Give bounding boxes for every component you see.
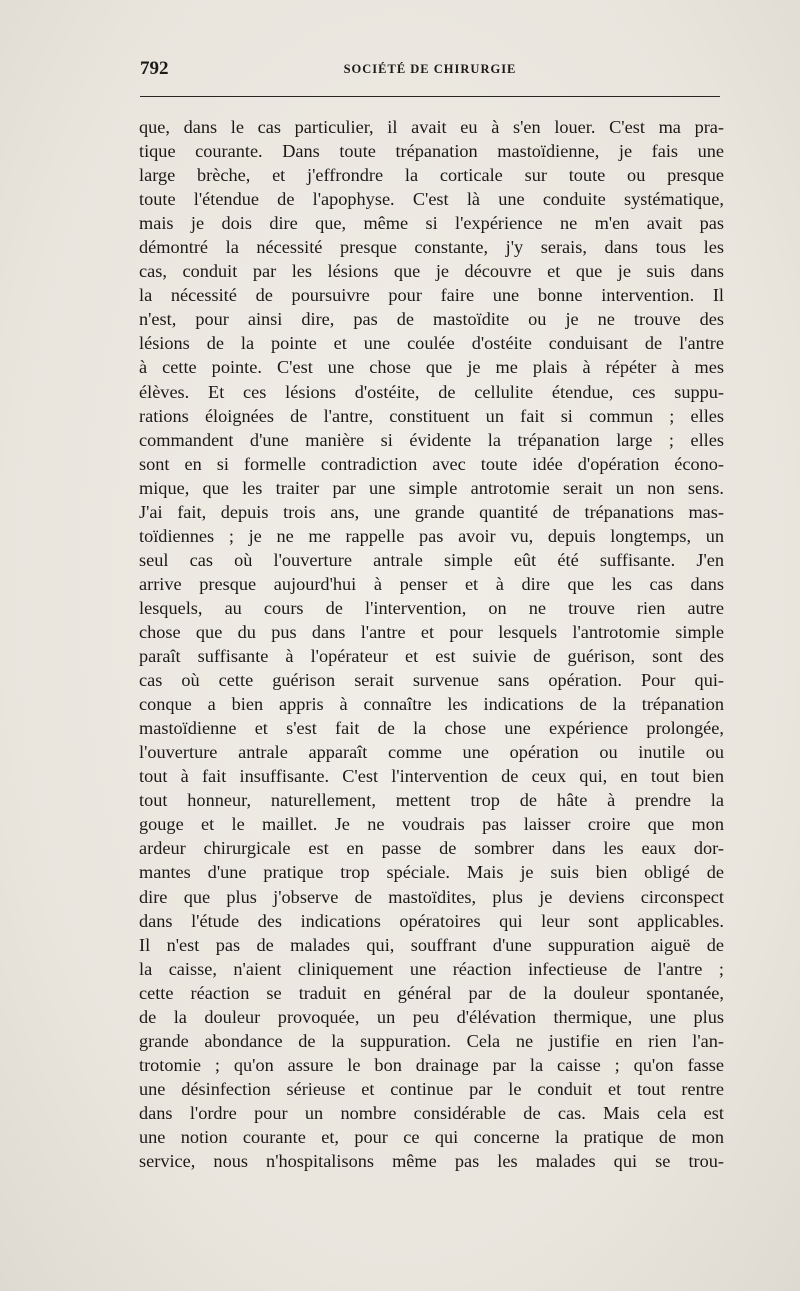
header-rule [140,96,720,97]
text-line: lésions de la pointe et une coulée d'ostéite conduisant de l'antre [139,333,724,354]
text-line: gouge et le maillet. Je ne voudrais pas laisser croire que mon [139,814,724,835]
running-title: SOCIÉTÉ DE CHIRURGIE [343,62,517,76]
text-line: que, dans le cas particulier, il avait eu à s'en louer. C'est ma pra- [139,117,724,137]
text-line: seul cas où l'ouverture antrale simple eût été suffisante. J'en [139,549,724,570]
body-text [139,115,724,1173]
text-line: tout honneur, naturellement, mettent trop de hâte à prendre la [139,790,724,811]
text-line: trotomie ; qu'on assure le bon drainage par la caisse ; qu'on fasse [139,1054,724,1075]
text-line: une notion courante et, pour ce qui concerne la pratique de mon [139,1126,724,1147]
text-line: cette réaction se traduit en général par de la douleur spontanée, [139,982,724,1003]
text-line: service, nous n'hospitalisons même pas les malades qui se trou- [139,1151,724,1172]
text-line: l'ouverture antrale apparaît comme une opération ou inutile ou [139,742,724,763]
text-line: arrive presque aujourd'hui à penser et à dire que les cas dans [139,573,724,594]
text-line: à cette pointe. C'est une chose que je me plais à répéter à mes [139,357,724,378]
text-line: toïdiennes ; je ne me rappelle pas avoir vu, depuis longtemps, un [139,525,724,546]
text-line: de la douleur provoquée, un peu d'élévation thermique, une plus [139,1006,724,1027]
text-line: élèves. Et ces lésions d'ostéite, de cellulite étendue, ces suppu- [139,381,724,402]
text-line: Il n'est pas de malades qui, souffrant d'une suppuration aiguë de [139,934,724,955]
text-line: conque a bien appris à connaître les indications de la trépanation [139,694,724,715]
text-line: tique courante. Dans toute trépanation mastoïdienne, je fais une [139,141,724,162]
text-line: grande abondance de la suppuration. Cela ne justifie en rien l'an- [139,1030,724,1051]
text-line: dans l'étude des indications opératoires qui leur sont applicables. [139,910,724,931]
text-line: ardeur chirurgicale est en passe de sombrer dans les eaux dor- [139,838,724,859]
text-line: la caisse, n'aient cliniquement une réaction infectieuse de l'antre ; [139,958,724,979]
text-line: large brèche, et j'effrondre la corticale sur toute ou presque [139,165,724,186]
text-line: dans l'ordre pour un nombre considérable de cas. Mais cela est [139,1102,724,1123]
text-line: n'est, pour ainsi dire, pas de mastoïdite ou je ne trouve des [139,309,724,330]
text-line: cas, conduit par les lésions que je découvre et que je suis dans [139,261,724,282]
text-line: mique, que les traiter par une simple antrotomie serait un non sens. [139,477,724,498]
page-number: 792 [140,58,169,79]
text-line: la nécessité de poursuivre pour faire une bonne intervention. Il [139,285,724,306]
text-line: une désinfection sérieuse et continue par le conduit et tout rentre [139,1078,724,1099]
text-line: cas où cette guérison serait survenue sans opération. Pour qui- [139,670,724,691]
text-line: chose que du pus dans l'antre et pour lesquels l'antrotomie simple [139,621,724,642]
text-line: sont en si formelle contradiction avec toute idée d'opération écono- [139,453,724,474]
text-line: commandent d'une manière si évidente la trépanation large ; elles [139,429,724,450]
text-line: mastoïdienne et s'est fait de la chose une expérience prolongée, [139,718,724,739]
text-line: mantes d'une pratique trop spéciale. Mais je suis bien obligé de [139,862,724,883]
text-line: dire que plus j'observe de mastoïdites, plus je deviens circonspect [139,886,724,907]
page-header [140,58,720,84]
text-line: rations éloignées de l'antre, constituent un fait si commun ; elles [139,405,724,426]
text-line: paraît suffisante à l'opérateur et est suivie de guérison, sont des [139,646,724,667]
text-line: tout à fait insuffisante. C'est l'intervention de ceux qui, en tout bien [139,766,724,787]
text-line: J'ai fait, depuis trois ans, une grande quantité de trépanations mas- [139,501,724,522]
text-line: lesquels, au cours de l'intervention, on ne trouve rien autre [139,597,724,618]
text-line: toute l'étendue de l'apophyse. C'est là une conduite systématique, [139,189,724,210]
text-line: mais je dois dire que, même si l'expérience ne m'en avait pas [139,213,724,234]
text-line: démontré la nécessité presque constante, j'y serais, dans tous les [139,237,724,258]
